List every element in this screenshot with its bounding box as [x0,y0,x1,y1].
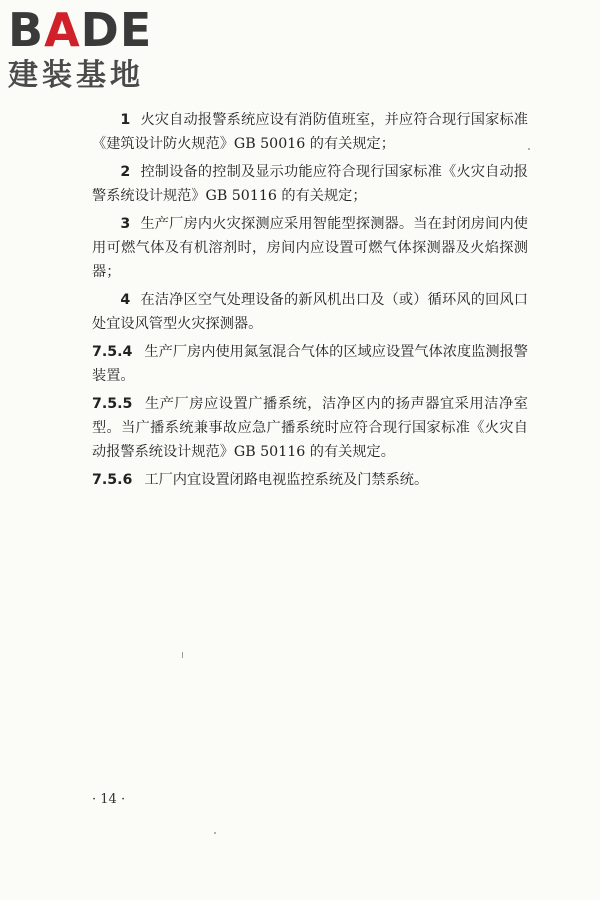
item-text: 在洁净区空气处理设备的新风机出口及（或）循环风的回风口处宜设风管型火灾探测器。 [92,292,528,332]
clause-text: 生产厂房内使用氮氢混合气体的区域应设置气体浓度监测报警装置。 [92,344,528,384]
logo-letter-b: B [8,3,45,57]
clause-number: 7.5.5 [92,396,133,412]
item-number: 1 [120,112,131,128]
clause [92,468,528,492]
scan-speck [528,148,530,150]
document-body [92,108,528,496]
list-item [92,212,528,284]
logo-letters-de: DE [80,3,153,57]
item-number: 3 [120,216,131,232]
clause-number: 7.5.6 [92,472,133,488]
item-text: 火灾自动报警系统应设有消防值班室，并应符合现行国家标准《建筑设计防火规范》GB 50016 的有关规定； [92,112,528,152]
list-item [92,160,528,208]
logo-mark [8,4,188,56]
item-text: 生产厂房内火灾探测应采用智能型探测器。当在封闭房间内使用可燃气体及有机溶剂时，房间内应设置可燃气体探测器及火焰探测器； [92,216,528,280]
bade-logo [8,4,188,100]
scan-speck [182,652,183,658]
scan-speck [214,832,216,834]
clause [92,340,528,388]
item-text: 控制设备的控制及显示功能应符合现行国家标准《火灾自动报警系统设计规范》GB 50116 的有关规定； [92,164,528,204]
item-number: 4 [120,292,131,308]
list-item [92,108,528,156]
item-number: 2 [120,164,131,180]
page-number: · 14 · [92,792,126,807]
list-item [92,288,528,336]
logo-subtitle: 建装基地 [8,58,144,93]
logo-letter-a-red: A [44,3,81,57]
clause-number: 7.5.4 [92,344,133,360]
clause-text: 工厂内宜设置闭路电视监控系统及门禁系统。 [144,472,429,488]
clause [92,392,528,464]
clause-text: 生产厂房应设置广播系统，洁净区内的扬声器宜采用洁净室型。当广播系统兼事故应急广播系统时应符合现行国家标准《火灾自动报警系统设计规范》GB 50116 的有关规定。 [92,396,528,460]
